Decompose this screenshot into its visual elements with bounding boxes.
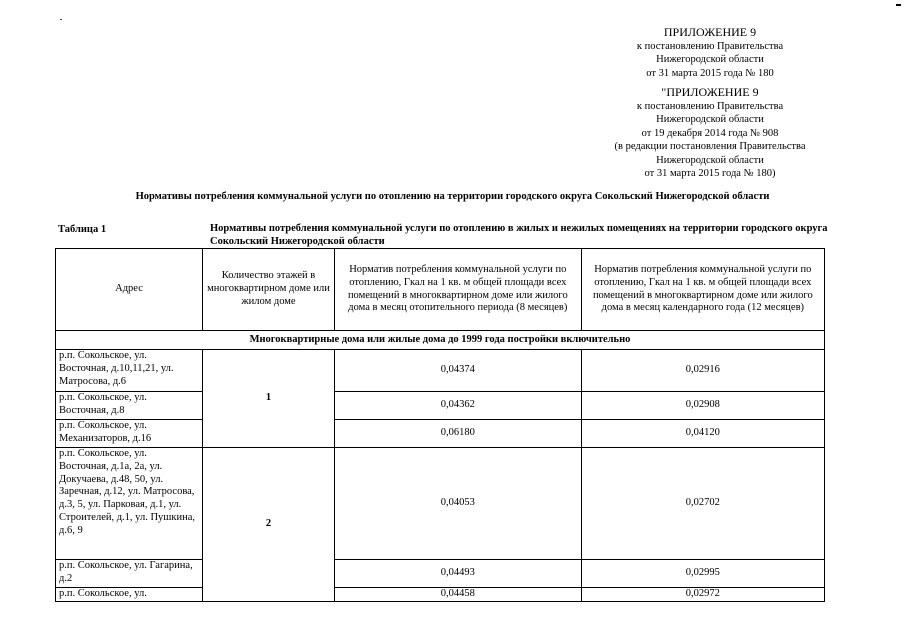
table-row: [56, 392, 825, 420]
table-row: [56, 588, 825, 602]
address-cell: р.п. Сокольское, ул. Восточная, д.1а, 2а, ул. Докучаева, д.48, 50, ул. Заречная, д.12, ул. Матросова, д.3, 5, ул. Парковая, д.1, ул. Строителей, д.1, ул. Пушкина, д.6, 9: [56, 448, 203, 560]
appendix-line: от 31 марта 2015 года № 180): [644, 168, 776, 179]
address-cell: р.п. Сокольское, ул.: [56, 588, 203, 602]
section-row: [56, 331, 825, 350]
year-norm-cell: 0,02702: [581, 448, 824, 560]
appendix-line: к постановлению Правительства: [636, 40, 784, 52]
scan-dot: [60, 19, 62, 20]
address-cell: р.п. Сокольское, ул. Восточная, д.10,11,21, ул. Матросова, д.6: [56, 350, 203, 392]
table-row: [56, 350, 825, 392]
address-cell: р.п. Сокольское, ул. Гагарина, д.2: [56, 560, 203, 588]
table-row: [56, 448, 825, 560]
heating-norm-cell: 0,06180: [335, 420, 582, 448]
section-label: Многоквартирные дома или жилые дома до 1999 года постройки включительно: [56, 331, 825, 350]
heating-norm-cell: 0,04362: [335, 392, 582, 420]
heating-norm-cell: 0,04458: [335, 588, 582, 602]
year-norm-cell: 0,02916: [581, 350, 824, 392]
appendix-line: (в редакции постановления Правительства: [614, 141, 806, 152]
header-floors: Количество этажей в многоквартирном доме или жилом доме: [203, 249, 335, 331]
floors-cell: 2: [203, 448, 335, 602]
year-norm-cell: 0,02995: [581, 560, 824, 588]
header-address: Адрес: [56, 249, 203, 331]
table-header-row: [56, 249, 825, 331]
table-label: Таблица 1: [58, 224, 107, 235]
document-title: Нормативы потребления коммунальной услуги по отоплению на территории городского округа Сокольский Нижегородской области: [135, 191, 770, 202]
table-caption: Нормативы потребления коммунальной услуги по отоплению в жилых и нежилых помещениях на территории городского округа Сокольский Нижегородской области: [210, 223, 828, 247]
year-norm-cell: 0,04120: [581, 420, 824, 448]
header-norm-year: Норматив потребления коммунальной услуги по отоплению, Гкал на 1 кв. м общей площади всех помещений в многоквартирном доме или жилого дома в месяц календарного года (12 месяцев): [581, 249, 824, 331]
table-row: [56, 420, 825, 448]
heating-norm-cell: 0,04493: [335, 560, 582, 588]
appendix-line: Нижегородской области: [656, 54, 764, 65]
edge-mark: [896, 4, 901, 6]
heating-norm-cell: 0,04374: [335, 350, 582, 392]
year-norm-cell: 0,02972: [581, 588, 824, 602]
table-row: [56, 560, 825, 588]
heating-norm-cell: 0,04053: [335, 448, 582, 560]
appendix-line: от 19 декабря 2014 года № 908: [641, 127, 779, 139]
appendix-line: от 31 марта 2015 года № 180: [646, 67, 774, 79]
appendix-line: Нижегородской области: [656, 114, 764, 125]
floors-cell: 1: [203, 350, 335, 448]
appendix-line: к постановлению Правительства: [636, 100, 784, 112]
address-cell: р.п. Сокольское, ул. Восточная, д.8: [56, 392, 203, 420]
norms-table: [55, 248, 825, 602]
appendix-title: ПРИЛОЖЕНИЕ 9: [663, 25, 757, 39]
appendix-header: [590, 26, 830, 181]
appendix-title-quoted: "ПРИЛОЖЕНИЕ 9: [661, 85, 759, 99]
year-norm-cell: 0,02908: [581, 392, 824, 420]
appendix-line: Нижегородской области: [656, 154, 764, 166]
address-cell: р.п. Сокольское, ул. Механизаторов, д.16: [56, 420, 203, 448]
header-norm-heating: Норматив потребления коммунальной услуги по отоплению, Гкал на 1 кв. м общей площади всех помещений в многоквартирном доме или жилого дома в месяц отопительного периода (8 месяцев): [335, 249, 582, 331]
